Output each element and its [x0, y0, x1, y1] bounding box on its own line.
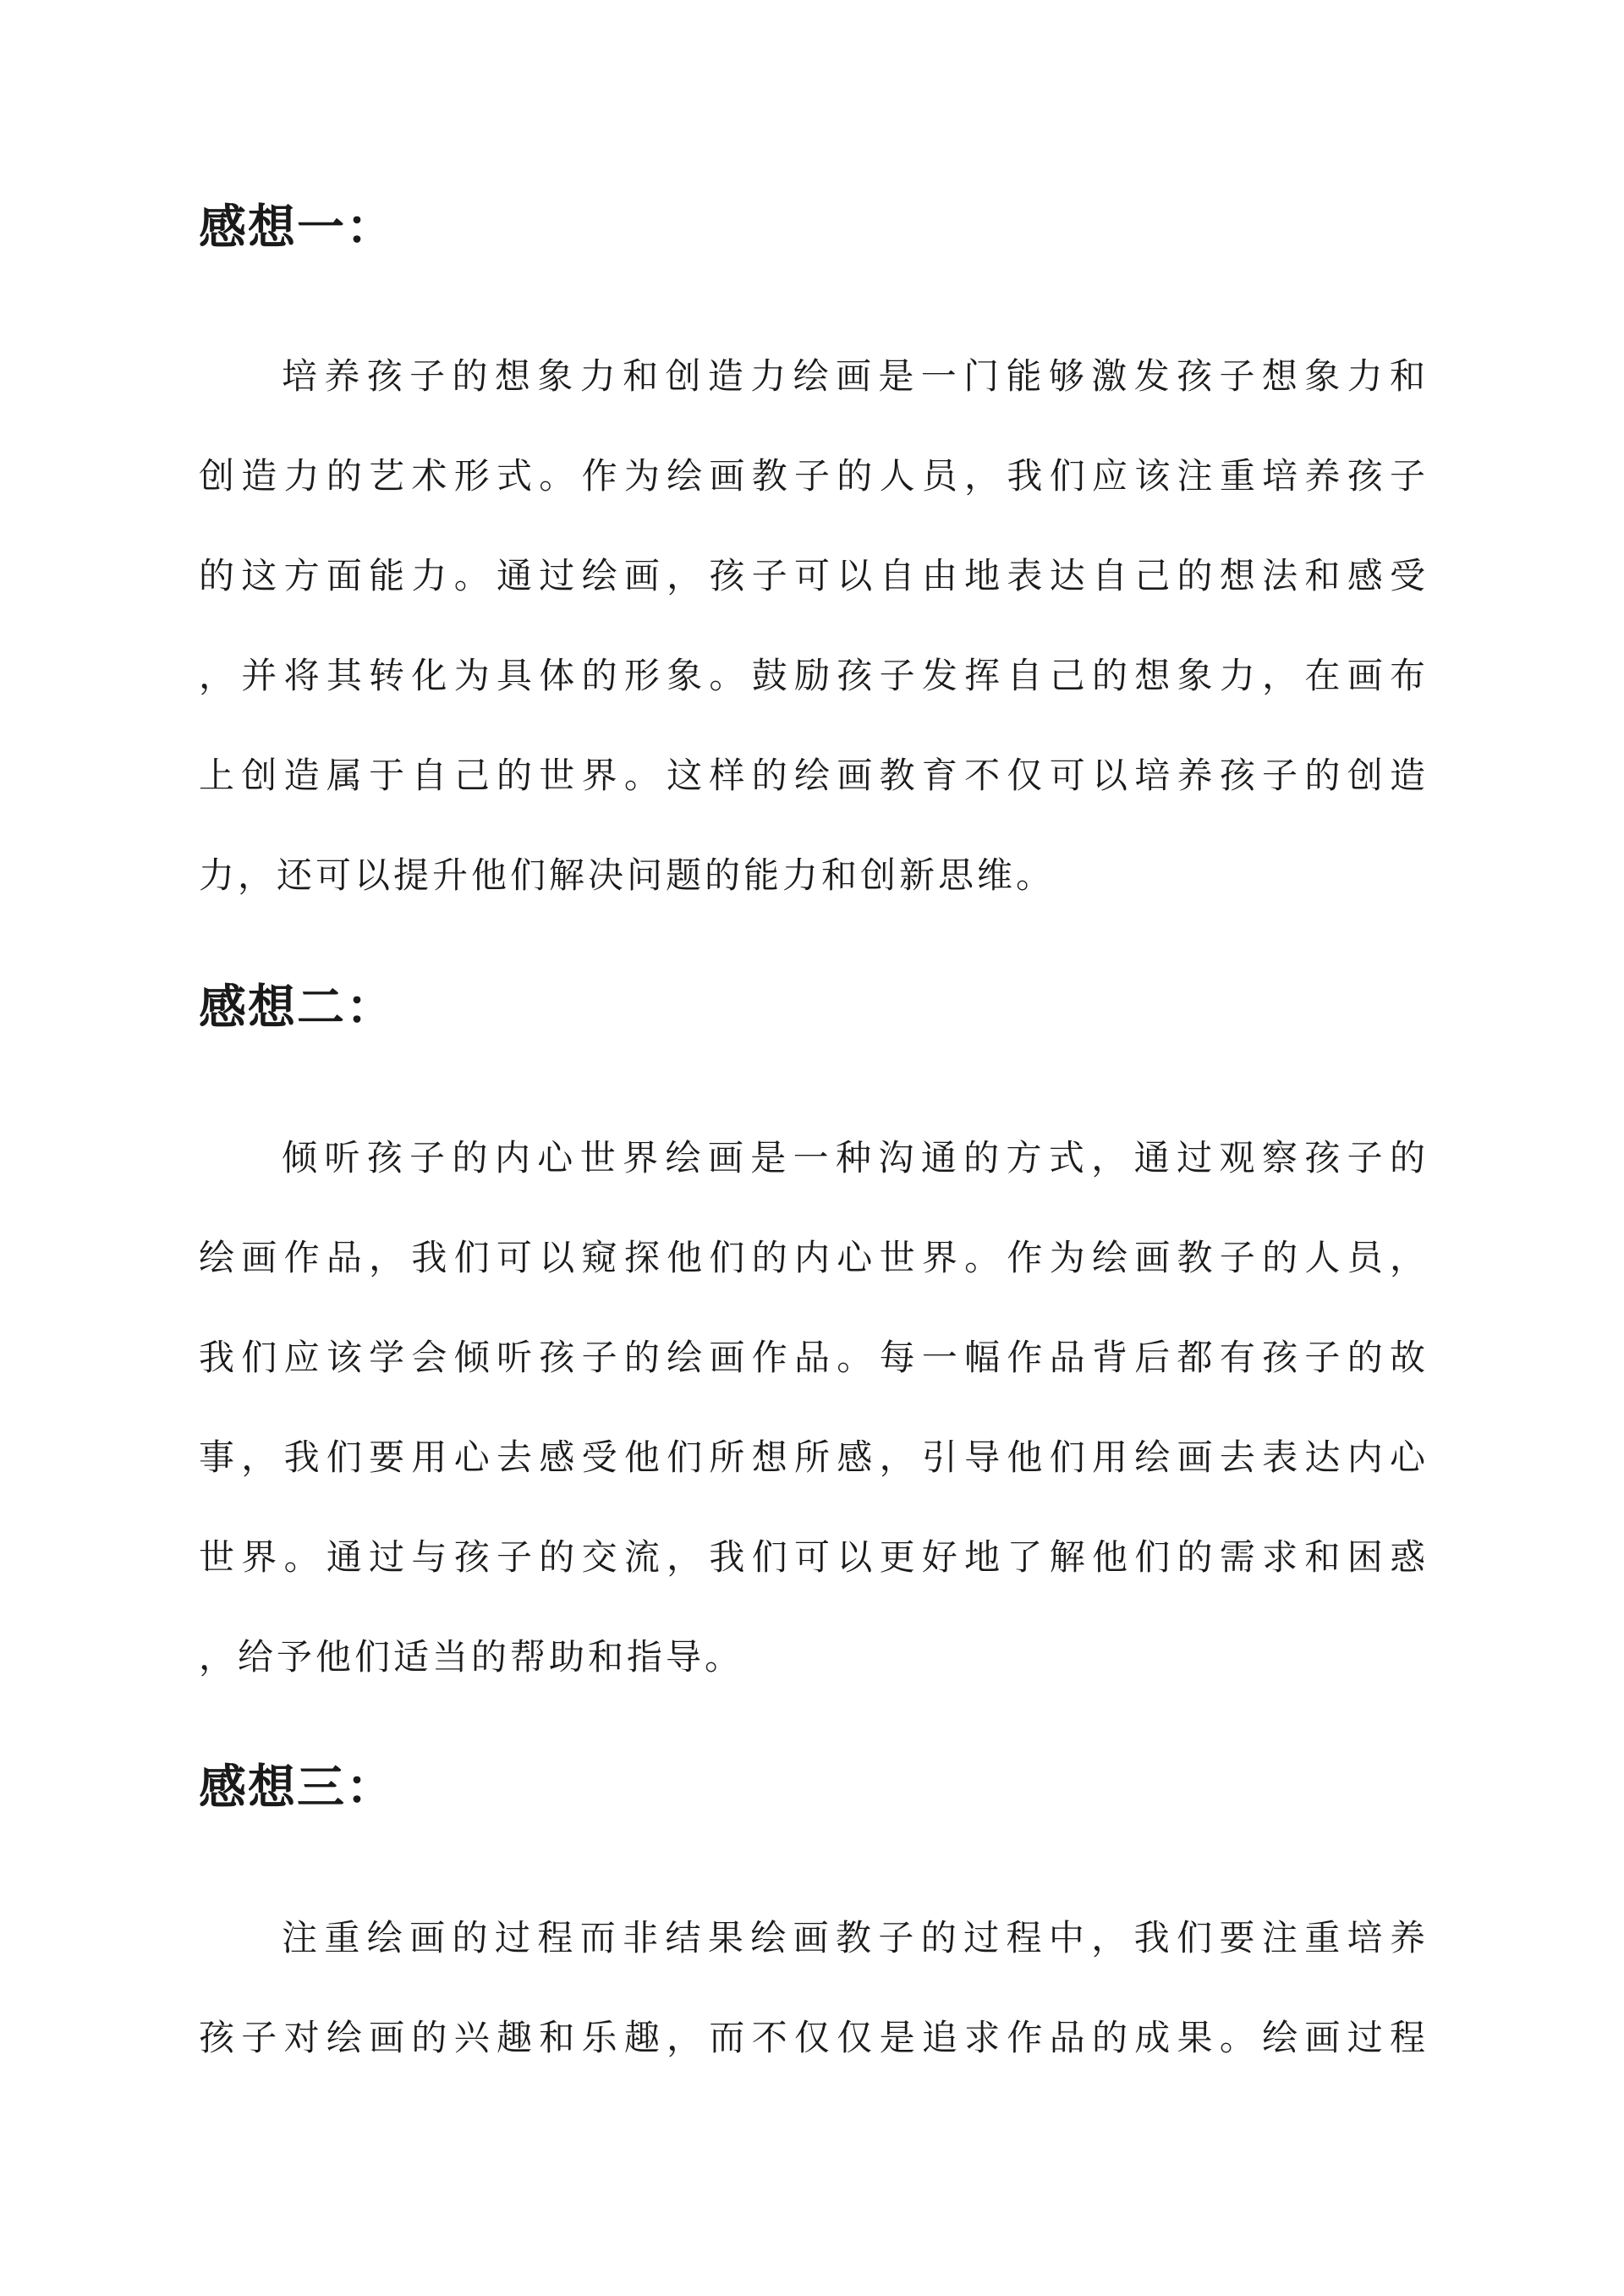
paragraph-line: 培养孩子的想象力和创造力绘画是一门能够激发孩子想象力和: [282, 355, 1425, 397]
paragraph-line: ，给予他们适当的帮助和指导。: [199, 1636, 744, 1678]
paragraph-line: 倾听孩子的内心世界绘画是一种沟通的方式，通过观察孩子的: [282, 1137, 1425, 1178]
section-paragraph-1: [199, 327, 1425, 926]
paragraph-line: 世界。通过与孩子的交流，我们可以更好地了解他们的需求和困惑: [199, 1536, 1425, 1578]
section-paragraph-2: [199, 1108, 1425, 1707]
paragraph-line: 我们应该学会倾听孩子的绘画作品。每一幅作品背后都有孩子的故: [199, 1337, 1425, 1378]
paragraph-line: ，并将其转化为具体的形象。鼓励孩子发挥自己的想象力，在画布: [199, 655, 1425, 696]
section-heading-1: 感想一：: [199, 200, 395, 255]
paragraph-line: 注重绘画的过程而非结果绘画教子的过程中，我们要注重培养: [282, 1917, 1425, 1958]
paragraph-line: 绘画作品，我们可以窥探他们的内心世界。作为绘画教子的人员，: [199, 1237, 1425, 1278]
paragraph-line: 上创造属于自己的世界。这样的绘画教育不仅可以培养孩子的创造: [199, 755, 1425, 796]
paragraph-line: 的这方面能力。通过绘画，孩子可以自由地表达自己的想法和感受: [199, 555, 1425, 596]
section-heading-2: 感想二：: [199, 980, 395, 1035]
section-paragraph-3: [199, 1888, 1425, 2088]
paragraph-line: 事，我们要用心去感受他们所想所感，引导他们用绘画去表达内心: [199, 1436, 1425, 1478]
paragraph-line: 创造力的艺术形式。作为绘画教子的人员，我们应该注重培养孩子: [199, 455, 1425, 497]
paragraph-line: 孩子对绘画的兴趣和乐趣，而不仅仅是追求作品的成果。绘画过程: [199, 2017, 1425, 2058]
paragraph-line: 力，还可以提升他们解决问题的能力和创新思维。: [199, 854, 1056, 896]
section-heading-3: 感想三：: [199, 1760, 395, 1815]
